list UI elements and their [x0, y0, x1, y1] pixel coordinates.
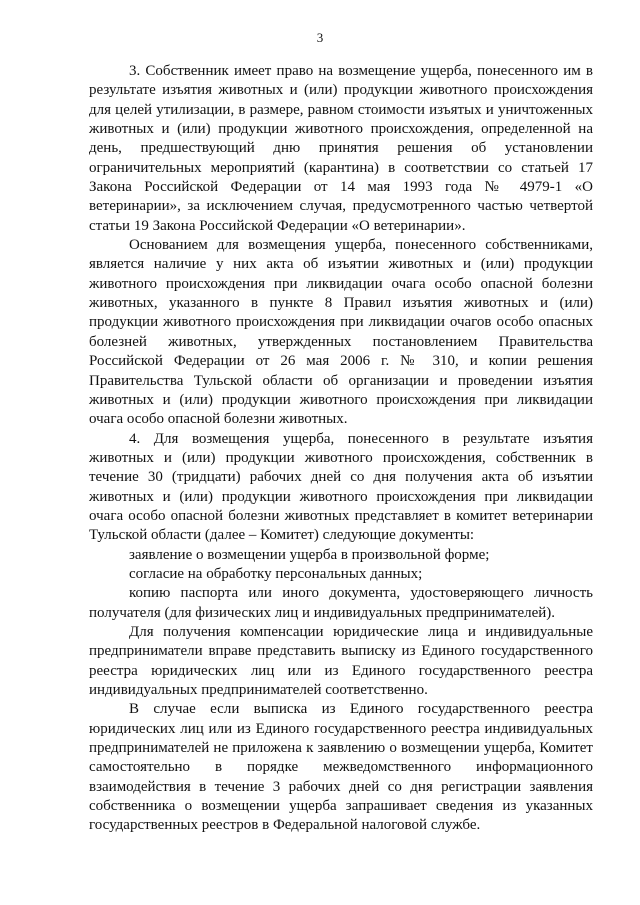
paragraph-compensation-basis: Основанием для возмещения ущерба, понесенного собственниками, является наличие у них акта об изъятии животных и (или) продукции животного происхождения при ликвидации очага особо опасной болезни животных, указанного в пункте 8 Правил изъятия животных и (или) продукции животного происхождения при ликвидации очагов особо опасных болезней животных, утвержденных постановлением Правительства Российской Федерации от 26 мая 2006 г. № 310, и копии решения Правительства Тульской области об организации и проведении изъятия животных и (или) продукции животного происхождения при ликвидации очага особо опасной болезни животных.	[89, 237, 593, 428]
paragraph-legal-entities: Для получения компенсации юридические лица и индивидуальные предприниматели вправе представить выписку из Единого государственного реестра юридических лиц или из Единого государственного реестра индивидуальных предпринимателей соответственно.	[89, 623, 593, 698]
page-number: 3	[316, 30, 324, 45]
paragraph-compensation-right: 3. Собственник имеет право на возмещение ущерба, понесенного им в результате изъятия животных и (или) продукции животного происхождения для целей утилизации, в размере, равном стоимости изъятых и уничтоженных животных и (или) продукции животного происхождения, определенной на день, предшествующий дню принятия решения об установлении ограничительных мероприятий (карантина) в соответствии со статьей 17 Закона Российской Федерации от 14 мая 1993 года № 4979-1 «О ветеринарии», за исключением случая, предусмотренного частью четвертой статьи 19 Закона Российской Федерации «О ветеринарии».	[89, 63, 593, 234]
paragraph-registry-request: В случае если выписка из Единого государственного реестра юридических лиц или из Единого государственного реестра индивидуальных предпринимателей не приложена к заявлению о возмещении ущерба, Комитет самостоятельно в порядке межведомственного информационного взаимодействия в течение 3 рабочих дней со дня регистрации заявления собственника о возмещении ущерба запрашивает сведения из указанных государственных реестров в Федеральной налоговой службе.	[89, 701, 593, 834]
list-item-consent: согласие на обработку персональных данных;	[129, 565, 423, 582]
list-item-passport-copy: копию паспорта или иного документа, удостоверяющего личность получателя (для физических лиц и индивидуальных предпринимателей).	[89, 585, 593, 621]
list-item-application: заявление о возмещении ущерба в произвольной форме;	[129, 546, 490, 563]
paragraph-documents-procedure: 4. Для возмещения ущерба, понесенного в результате изъятия животных и (или) продукции животного происхождения, собственник в течение 30 (тридцати) рабочих дней со дня получения акта об изъятии животных и (или) продукции животного происхождения при ликвидации очага особо опасной болезни животных представляет в комитет ветеринарии Тульской области (далее – Комитет) следующие документы:	[89, 430, 593, 544]
document-body	[89, 62, 593, 836]
